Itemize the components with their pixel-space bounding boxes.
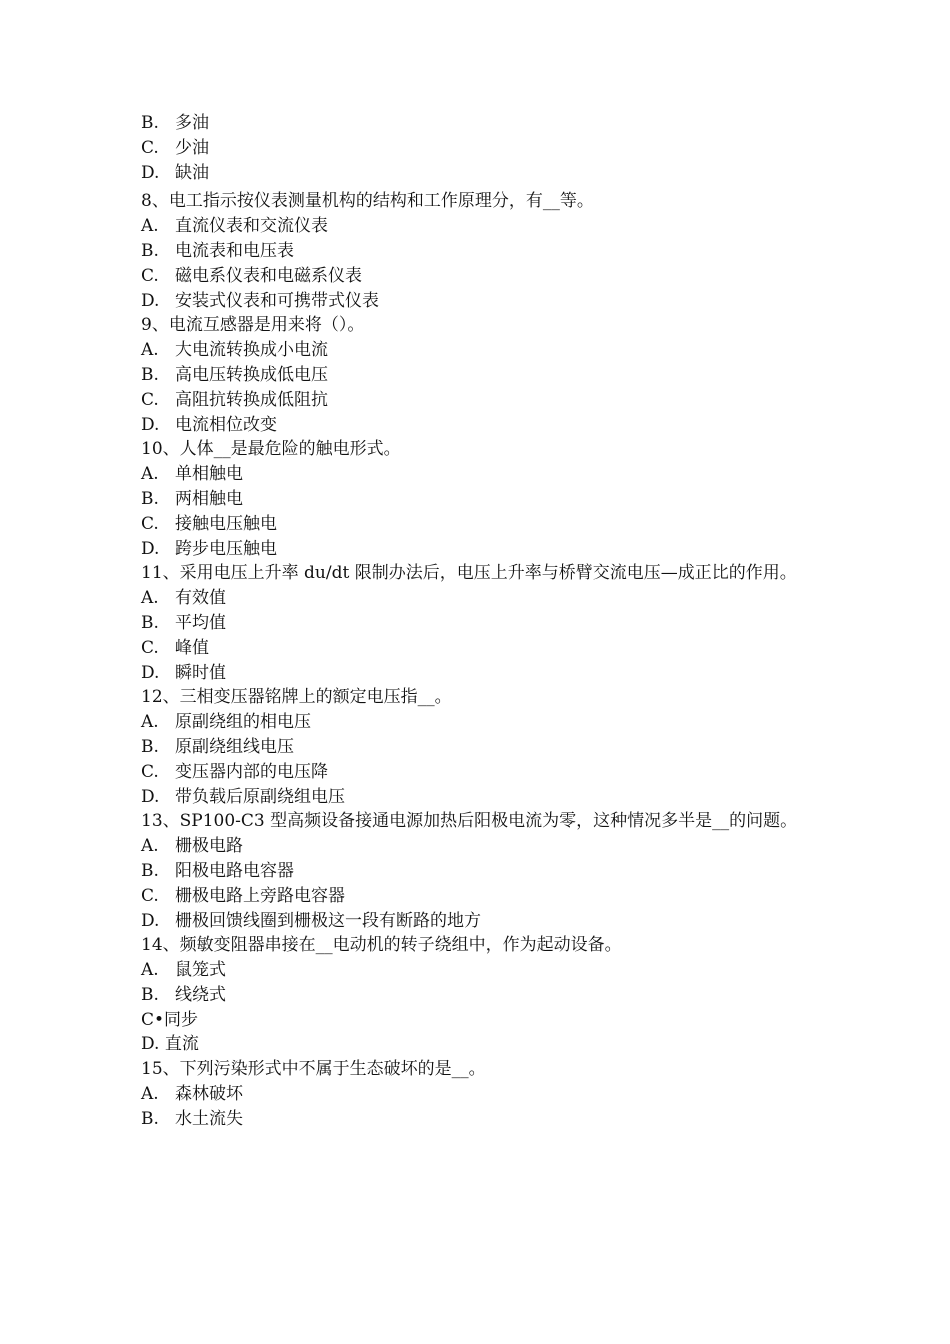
option-text: 水土流失: [175, 1108, 243, 1129]
answer-option: [141, 487, 821, 512]
question-stem: [141, 561, 821, 586]
option-letter: D.: [141, 162, 160, 183]
question-number: 11、: [141, 563, 180, 584]
answer-option: [141, 661, 821, 686]
option-letter: B.: [141, 113, 159, 133]
question-text: 电工指示按仪表测量机构的结构和工作原理分，有__等。: [168, 191, 594, 212]
option-text: 同步: [164, 1009, 199, 1030]
question-text: 频敏变阻器串接在__电动机的转子绕组中，作为起动设备。: [179, 935, 622, 956]
question-number: 12、: [141, 687, 180, 708]
answer-option: [141, 1032, 821, 1057]
option-text: 电流相位改变: [175, 414, 277, 435]
option-text: 跨步电压触电: [175, 538, 277, 559]
answer-option: [141, 859, 821, 884]
answer-option: [141, 136, 821, 161]
option-text: 缺油: [175, 162, 209, 183]
option-letter: C•: [141, 1009, 165, 1030]
option-text: 磁电系仪表和电磁系仪表: [175, 265, 362, 286]
question-stem: [141, 1057, 821, 1082]
option-letter: B.: [141, 612, 159, 633]
answer-option: [141, 289, 821, 314]
answer-option: [141, 1107, 821, 1132]
option-letter: C.: [141, 637, 159, 658]
option-text: 阳极电路电容器: [175, 860, 294, 881]
answer-option: [141, 413, 821, 438]
option-letter: B.: [141, 860, 159, 881]
answer-option: [141, 338, 821, 363]
option-letter: D.: [141, 414, 160, 435]
option-letter: B.: [141, 736, 159, 757]
option-letter: A.: [141, 588, 159, 609]
option-letter: C.: [141, 389, 159, 410]
option-text: 高阻抗转换成低阻抗: [175, 389, 328, 410]
option-text: 直流: [164, 1034, 199, 1055]
option-letter: D.: [141, 786, 160, 807]
answer-option: [141, 1082, 821, 1107]
option-text: 原副绕组的相电压: [175, 712, 311, 733]
option-text: 少油: [175, 137, 209, 158]
option-text: 峰值: [175, 637, 209, 658]
question-stem: [141, 685, 821, 710]
option-text: 原副绕组线电压: [175, 736, 294, 757]
option-letter: A.: [141, 960, 159, 981]
option-text: 变压器内部的电压降: [175, 761, 328, 782]
answer-option: [141, 388, 821, 413]
option-letter: A.: [141, 464, 159, 485]
option-text: 多油: [175, 113, 209, 133]
option-text: 大电流转换成小电流: [175, 340, 328, 361]
answer-option: [141, 710, 821, 735]
option-text: 鼠笼式: [175, 960, 226, 981]
option-letter: D.: [141, 290, 160, 311]
option-text: 有效值: [175, 588, 226, 609]
question-number: 9、: [141, 315, 169, 336]
question-text: 人体__是最危险的触电形式。: [179, 439, 401, 460]
option-text: 栅极回馈线圈到栅极这一段有断路的地方: [175, 910, 481, 931]
answer-option: [141, 239, 821, 264]
option-letter: A.: [141, 836, 159, 857]
answer-option: [141, 884, 821, 909]
answer-option: [141, 363, 821, 388]
question-stem: [141, 437, 821, 462]
question-list: [141, 111, 821, 1132]
question-number: 8、: [141, 191, 169, 212]
answer-option: [141, 834, 821, 859]
option-letter: A.: [141, 712, 159, 733]
answer-option: [141, 760, 821, 785]
answer-option: [141, 1008, 821, 1033]
question-text: 采用电压上升率 du/dt 限制办法后，电压上升率与桥臂交流电压—成正比的作用。: [179, 563, 797, 584]
option-text: 安装式仪表和可携带式仪表: [175, 290, 379, 311]
option-text: 直流仪表和交流仪表: [175, 216, 328, 237]
option-letter: D.: [141, 1034, 165, 1055]
option-text: 线绕式: [175, 984, 226, 1005]
option-text: 栅极电路上旁路电容器: [175, 885, 345, 906]
option-letter: D.: [141, 910, 160, 931]
option-letter: A.: [141, 340, 159, 361]
option-text: 单相触电: [175, 464, 243, 485]
answer-option: [141, 537, 821, 562]
option-letter: B.: [141, 240, 159, 261]
question-number: 15、: [141, 1059, 180, 1080]
option-letter: D.: [141, 662, 160, 683]
answer-option: [141, 512, 821, 537]
option-letter: A.: [141, 1084, 159, 1105]
option-letter: B.: [141, 488, 159, 509]
answer-option: [141, 264, 821, 289]
option-text: 森林破坏: [175, 1084, 243, 1105]
option-letter: C.: [141, 761, 159, 782]
question-stem: [141, 189, 821, 214]
answer-option: [141, 611, 821, 636]
option-text: 电流表和电压表: [175, 240, 294, 261]
answer-option: [141, 161, 821, 186]
answer-option: [141, 636, 821, 661]
answer-option: [141, 462, 821, 487]
option-letter: C.: [141, 137, 159, 158]
option-letter: D.: [141, 538, 160, 559]
option-text: 两相触电: [175, 488, 243, 509]
answer-option: [141, 214, 821, 239]
question-text: 三相变压器铭牌上的额定电压指__。: [179, 687, 452, 708]
option-text: 接触电压触电: [175, 513, 277, 534]
option-letter: B.: [141, 1108, 159, 1129]
question-stem: [141, 933, 821, 958]
option-text: 带负载后原副绕组电压: [175, 786, 345, 807]
option-letter: C.: [141, 885, 159, 906]
option-text: 栅极电路: [175, 836, 243, 857]
question-text: 电流互感器是用来将（）。: [168, 315, 365, 336]
question-stem: [141, 809, 821, 834]
question-number: 13、: [141, 811, 180, 832]
answer-option: [141, 909, 821, 934]
answer-option: [141, 735, 821, 760]
answer-option: [141, 785, 821, 810]
answer-option: [141, 586, 821, 611]
option-letter: B.: [141, 364, 159, 385]
option-text: 瞬时值: [175, 662, 226, 683]
question-text: SP100-C3 型高频设备接通电源加热后阳极电流为零，这种情况多半是__的问题。: [179, 811, 798, 832]
option-text: 高电压转换成低电压: [175, 364, 328, 385]
question-text: 下列污染形式中不属于生态破坏的是__。: [179, 1059, 486, 1080]
answer-option: [141, 958, 821, 983]
question-stem: [141, 313, 821, 338]
question-number: 10、: [141, 439, 180, 460]
option-text: 平均值: [175, 612, 226, 633]
question-number: 14、: [141, 935, 180, 956]
answer-option: [141, 111, 821, 136]
option-letter: A.: [141, 216, 159, 237]
option-letter: C.: [141, 265, 159, 286]
answer-option: [141, 983, 821, 1008]
option-letter: C.: [141, 513, 159, 534]
option-letter: B.: [141, 984, 159, 1005]
